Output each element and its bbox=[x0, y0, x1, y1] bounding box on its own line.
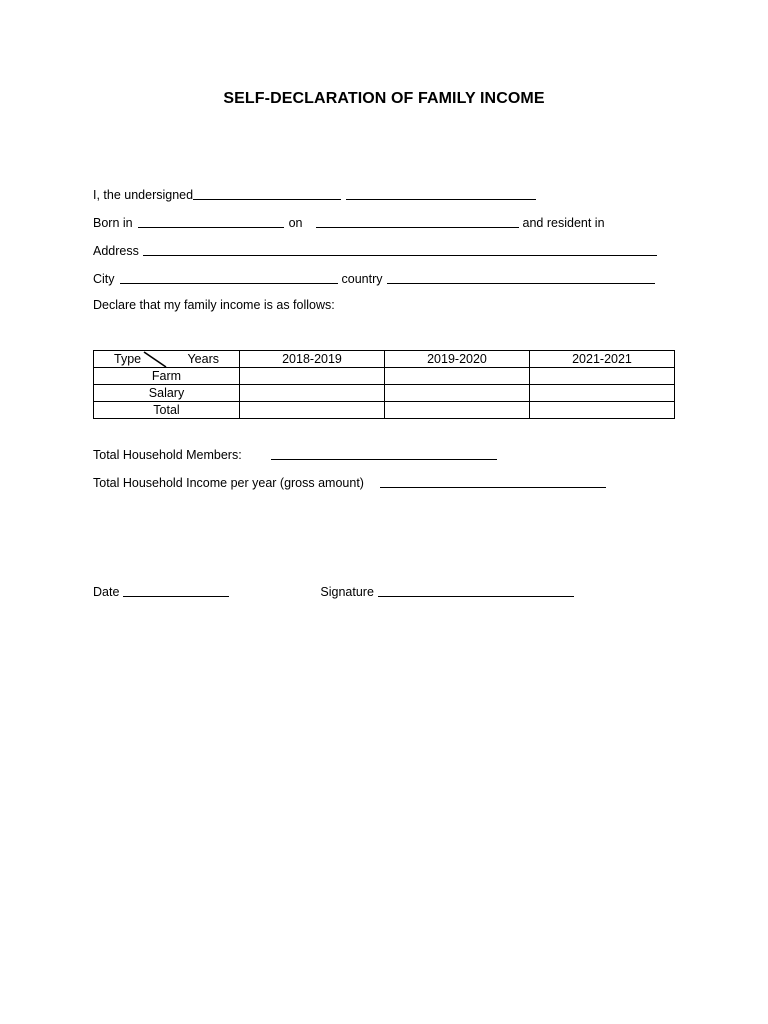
page-title: SELF-DECLARATION OF FAMILY INCOME bbox=[223, 90, 545, 107]
address-line bbox=[93, 242, 657, 258]
table-cell[interactable] bbox=[240, 402, 385, 419]
row-label-farm: Farm bbox=[94, 368, 240, 385]
city-label: City bbox=[93, 272, 115, 286]
table-cell[interactable] bbox=[385, 402, 530, 419]
undersigned-second-blank[interactable] bbox=[346, 187, 536, 200]
table-row bbox=[94, 402, 675, 419]
income-table bbox=[93, 350, 675, 419]
members-label: Total Household Members: bbox=[93, 448, 242, 462]
signature-label: Signature bbox=[320, 585, 374, 599]
year-column-header: 2021-2021 bbox=[530, 351, 675, 368]
table-cell[interactable] bbox=[530, 402, 675, 419]
signature-blank[interactable] bbox=[378, 584, 574, 597]
income-label: Total Household Income per year (gross amount) bbox=[93, 476, 364, 490]
born-label: Born in bbox=[93, 216, 133, 230]
type-header: Type bbox=[114, 352, 142, 366]
undersigned-label: I, the undersigned bbox=[93, 188, 194, 202]
undersigned-line bbox=[93, 186, 536, 202]
address-label: Address bbox=[93, 244, 139, 258]
signoff-line bbox=[93, 583, 574, 599]
income-line bbox=[93, 474, 606, 490]
table-cell[interactable] bbox=[240, 385, 385, 402]
table-row bbox=[94, 385, 675, 402]
row-label-total: Total bbox=[94, 402, 240, 419]
on-label: on bbox=[288, 216, 303, 230]
undersigned-first-blank[interactable] bbox=[193, 187, 341, 200]
table-cell[interactable] bbox=[530, 368, 675, 385]
born-place-blank[interactable] bbox=[138, 215, 284, 228]
year-column-header: 2018-2019 bbox=[240, 351, 385, 368]
type-years-header-cell bbox=[94, 351, 240, 368]
members-line bbox=[93, 446, 497, 462]
table-cell[interactable] bbox=[385, 385, 530, 402]
year-column-header: 2019-2020 bbox=[385, 351, 530, 368]
born-date-blank[interactable] bbox=[316, 215, 519, 228]
years-header: Years bbox=[187, 352, 219, 366]
address-blank[interactable] bbox=[143, 243, 657, 256]
date-label: Date bbox=[93, 585, 120, 599]
table-row bbox=[94, 368, 675, 385]
city-blank[interactable] bbox=[120, 271, 338, 284]
row-label-salary: Salary bbox=[94, 385, 240, 402]
members-blank[interactable] bbox=[271, 447, 497, 460]
country-label: country bbox=[341, 272, 383, 286]
table-header-row bbox=[94, 351, 675, 368]
income-blank[interactable] bbox=[380, 475, 606, 488]
declare-text: Declare that my family income is as follows: bbox=[93, 298, 335, 312]
date-blank[interactable] bbox=[123, 584, 229, 597]
table-cell[interactable] bbox=[240, 368, 385, 385]
city-line bbox=[93, 270, 655, 286]
declare-line bbox=[93, 296, 335, 312]
resident-label: and resident in bbox=[522, 216, 605, 230]
table-cell[interactable] bbox=[385, 368, 530, 385]
born-line bbox=[93, 214, 605, 230]
country-blank[interactable] bbox=[387, 271, 655, 284]
table-cell[interactable] bbox=[530, 385, 675, 402]
